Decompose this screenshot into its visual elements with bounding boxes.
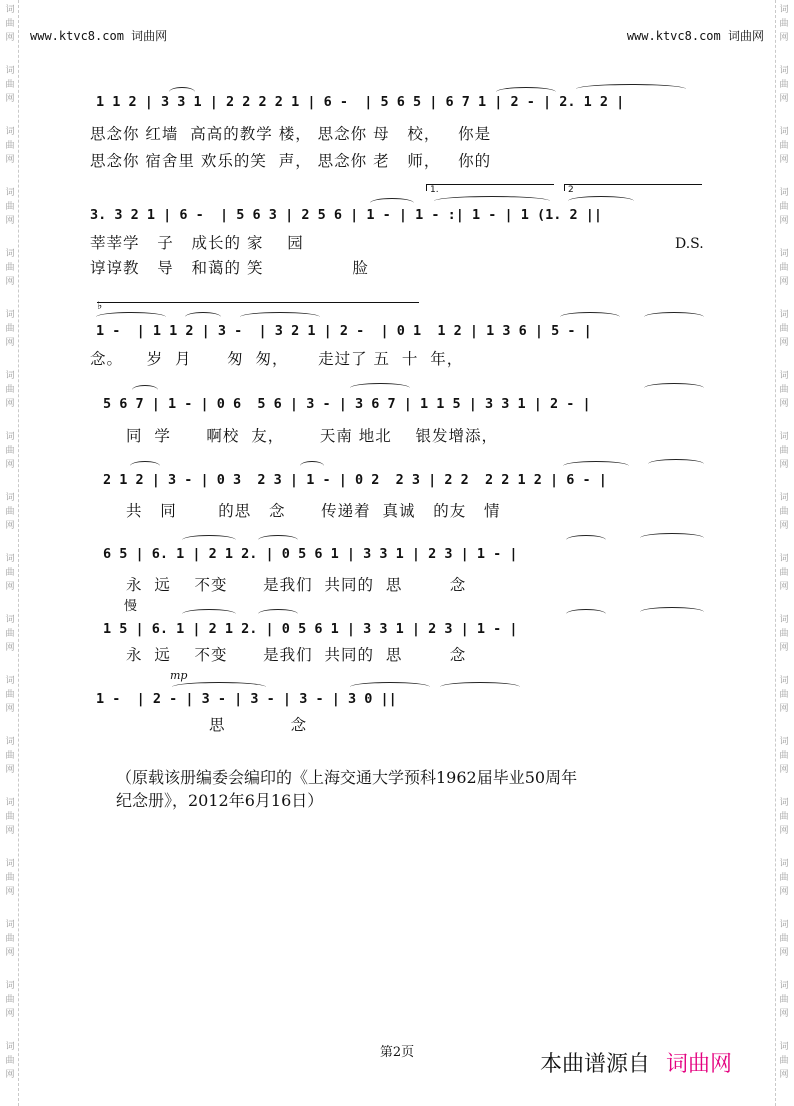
slur	[258, 535, 298, 545]
watermark-glyph: 曲	[5, 568, 15, 578]
header-site-right[interactable]: 词曲网	[727, 29, 764, 43]
page-number: 第2页	[379, 1045, 415, 1060]
watermark-glyph: 词	[779, 310, 789, 320]
watermark-glyph: 词	[5, 737, 15, 747]
watermark-glyph: 曲	[779, 995, 789, 1005]
watermark-glyph: 网	[779, 277, 789, 287]
header-right	[627, 27, 764, 44]
watermark-glyph: 词	[5, 5, 15, 15]
slur	[644, 383, 704, 393]
watermark-glyph: 网	[779, 582, 789, 592]
watermark-glyph: 词	[779, 737, 789, 747]
watermark-glyph: 网	[779, 155, 789, 165]
watermark-glyph: 词	[5, 859, 15, 869]
watermark-glyph: 词	[5, 127, 15, 137]
score-row-6-notes: 6 5 | 6. 1 | 2 1 2. | 0 5 6 1 | 3 3 1 | 2 3 | 1 - |	[103, 546, 518, 562]
slur	[648, 459, 704, 469]
score-row-2-notes: 3. 3 2 1 | 6 - | 5 6 3 | 2 5 6 | 1 - | 1 - :| 1 - | 1 (1. 2 ||	[90, 207, 603, 223]
header-url-left[interactable]: www.ktvc8.com	[30, 29, 124, 43]
score-row-5-lyrics: 共 同 的思 念 传递着 真诚 的友 情	[126, 502, 501, 520]
watermark-glyph: 词	[5, 493, 15, 503]
watermark-glyph: 词	[5, 676, 15, 686]
watermark-glyph: 词	[779, 493, 789, 503]
watermark-glyph: 词	[779, 432, 789, 442]
watermark-glyph: 曲	[779, 568, 789, 578]
watermark-glyph: 网	[779, 704, 789, 714]
slur	[132, 385, 158, 395]
watermark-glyph: 网	[5, 704, 15, 714]
score-row-8-lyrics: 思 念	[126, 716, 308, 734]
header-url-right[interactable]: www.ktvc8.com	[626, 29, 721, 43]
watermark-glyph: 网	[779, 33, 789, 43]
slur	[96, 312, 166, 322]
watermark-glyph: 网	[5, 826, 15, 836]
right-watermark-strip	[775, 0, 792, 1106]
watermark-glyph: 词	[5, 981, 15, 991]
watermark-glyph: 词	[5, 554, 15, 564]
volta-1-label: 1.	[430, 185, 439, 195]
slur	[640, 607, 704, 617]
ds-marking: D.S.	[675, 236, 704, 252]
watermark-glyph: 网	[5, 521, 15, 531]
watermark-glyph: 曲	[5, 812, 15, 822]
watermark-glyph: 曲	[779, 446, 789, 456]
watermark-glyph: 网	[779, 521, 789, 531]
watermark-glyph: 网	[5, 1009, 15, 1019]
watermark-glyph: 曲	[779, 812, 789, 822]
watermark-glyph: 曲	[779, 141, 789, 151]
watermark-glyph: 曲	[5, 141, 15, 151]
score-row-2-lyrics-2: 谆谆教 导 和蔼的 笑 脸	[90, 259, 369, 277]
watermark-glyph: 曲	[779, 80, 789, 90]
source-prefix: 本曲谱源自	[540, 1052, 651, 1077]
source-banner	[540, 1047, 732, 1078]
slur	[566, 535, 606, 545]
score-row-1-lyrics-1: 思念你 红墙 高高的教学 楼， 思念你 母 校， 你是	[90, 125, 492, 143]
watermark-glyph: 词	[779, 554, 789, 564]
slow-marking: 慢	[124, 599, 138, 614]
slur	[350, 383, 410, 393]
watermark-glyph: 曲	[779, 324, 789, 334]
watermark-glyph: 网	[5, 94, 15, 104]
score-row-7-lyrics: 永 远 不变 是我们 共同的 思 念	[126, 646, 467, 664]
watermark-glyph: 网	[5, 399, 15, 409]
watermark-glyph: 词	[779, 371, 789, 381]
slur	[172, 682, 266, 692]
watermark-glyph: 网	[779, 94, 789, 104]
watermark-glyph: 网	[779, 338, 789, 348]
score-row-7-notes: 1 5 | 6. 1 | 2 1 2. | 0 5 6 1 | 3 3 1 | 2 3 | 1 - |	[103, 621, 518, 637]
watermark-glyph: 网	[5, 582, 15, 592]
watermark-glyph: 网	[779, 948, 789, 958]
watermark-glyph: 曲	[5, 507, 15, 517]
slur	[560, 312, 620, 322]
slur	[169, 87, 195, 97]
watermark-glyph: 网	[5, 643, 15, 653]
watermark-glyph: 曲	[5, 324, 15, 334]
score-row-1-notes: 1 1 2 | 3 3 1 | 2 2 2 2 1 | 6 - | 5 6 5 | 6 7 1 | 2 - | 2. 1 2 |	[96, 94, 625, 110]
watermark-glyph: 曲	[779, 934, 789, 944]
watermark-glyph: 网	[5, 216, 15, 226]
watermark-glyph: 词	[779, 920, 789, 930]
watermark-glyph: 曲	[5, 690, 15, 700]
watermark-glyph: 曲	[5, 385, 15, 395]
watermark-glyph: 词	[5, 249, 15, 259]
slur	[185, 312, 221, 322]
watermark-glyph: 网	[5, 460, 15, 470]
score-row-2-lyrics-1: 莘莘学 子 成长的 家 园	[90, 234, 304, 252]
footnote-line-1: （原载该册编委会编印的《上海交通大学预科1962届毕业50周年	[116, 768, 578, 787]
watermark-glyph: 曲	[5, 446, 15, 456]
watermark-glyph: 网	[779, 887, 789, 897]
watermark-glyph: 词	[779, 981, 789, 991]
slur	[240, 312, 320, 322]
watermark-glyph: 词	[5, 432, 15, 442]
watermark-glyph: 曲	[5, 873, 15, 883]
watermark-glyph: 网	[5, 887, 15, 897]
slur	[350, 682, 430, 692]
footnote-line-2: 纪念册》，2012年6月16日）	[116, 791, 324, 810]
slur	[576, 84, 686, 94]
watermark-glyph: 词	[779, 249, 789, 259]
watermark-glyph: 词	[5, 1042, 15, 1052]
score-row-4-lyrics: 同 学 啊校 友， 天南 地北 银发增添，	[126, 427, 498, 445]
watermark-glyph: 网	[5, 765, 15, 775]
score-row-3-lyrics: 念。 岁 月 匆 匆， 走过了 五 十 年，	[90, 350, 464, 368]
watermark-glyph: 曲	[5, 263, 15, 273]
watermark-glyph: 词	[779, 798, 789, 808]
slur	[640, 533, 704, 543]
watermark-glyph: 网	[5, 277, 15, 287]
watermark-glyph: 词	[779, 859, 789, 869]
volta-2-label: 2	[568, 185, 574, 195]
watermark-glyph: 词	[5, 371, 15, 381]
watermark-glyph: 词	[779, 1042, 789, 1052]
watermark-glyph: 词	[779, 127, 789, 137]
watermark-glyph: 词	[779, 5, 789, 15]
watermark-glyph: 网	[5, 1070, 15, 1080]
slur	[182, 609, 236, 619]
watermark-glyph: 网	[5, 948, 15, 958]
watermark-glyph: 词	[779, 676, 789, 686]
watermark-glyph: 词	[5, 798, 15, 808]
slur	[440, 682, 520, 692]
score-row-3-notes: 1 - | 1 1 2 | 3 - | 3 2 1 | 2 - | 0 1 1 2 | 1 3 6 | 5 - |	[96, 323, 592, 339]
watermark-glyph: 词	[779, 615, 789, 625]
slur	[566, 609, 606, 619]
watermark-glyph: 曲	[779, 629, 789, 639]
watermark-glyph: 曲	[779, 873, 789, 883]
watermark-glyph: 曲	[5, 80, 15, 90]
long-slur-row-3	[97, 302, 419, 303]
slur	[370, 198, 414, 208]
score-row-5-notes: 2 1 2 | 3 - | 0 3 2 3 | 1 - | 0 2 2 3 | 2 2 2 2 1 2 | 6 - |	[103, 472, 607, 488]
watermark-glyph: 曲	[5, 995, 15, 1005]
watermark-glyph: 曲	[779, 19, 789, 29]
watermark-glyph: 网	[5, 338, 15, 348]
watermark-glyph: 曲	[779, 385, 789, 395]
watermark-glyph: 词	[779, 66, 789, 76]
watermark-glyph: 词	[5, 310, 15, 320]
watermark-glyph: 曲	[5, 751, 15, 761]
watermark-glyph: 曲	[5, 1056, 15, 1066]
watermark-glyph: 曲	[779, 263, 789, 273]
watermark-glyph: 词	[5, 920, 15, 930]
watermark-glyph: 网	[779, 765, 789, 775]
score-row-8-notes: 1 - | 2 - | 3 - | 3 - | 3 - | 3 0 ||	[96, 691, 397, 707]
slur	[182, 535, 236, 545]
slur	[496, 87, 556, 97]
watermark-glyph: 网	[5, 33, 15, 43]
watermark-glyph: 词	[5, 615, 15, 625]
slur	[434, 196, 550, 206]
volta-2-bracket	[564, 184, 702, 195]
watermark-glyph: 词	[5, 66, 15, 76]
header-left	[30, 27, 167, 44]
volta-1-bracket	[426, 184, 554, 195]
watermark-glyph: 曲	[779, 202, 789, 212]
watermark-glyph: 曲	[779, 1056, 789, 1066]
score-row-4-notes: 5 6 7 | 1 - | 0 6 5 6 | 3 - | 3 6 7 | 1 1 5 | 3 3 1 | 2 - |	[103, 396, 591, 412]
slur	[258, 609, 298, 619]
watermark-glyph: 词	[5, 188, 15, 198]
left-watermark-strip	[2, 0, 19, 1106]
watermark-glyph: 曲	[779, 690, 789, 700]
flat-sign: ♭	[97, 299, 103, 312]
watermark-glyph: 词	[779, 188, 789, 198]
watermark-glyph: 网	[779, 1070, 789, 1080]
slur	[644, 312, 704, 322]
watermark-glyph: 曲	[5, 934, 15, 944]
watermark-glyph: 网	[779, 643, 789, 653]
mp-dynamic: mp	[170, 669, 188, 682]
watermark-glyph: 网	[779, 399, 789, 409]
watermark-glyph: 曲	[5, 19, 15, 29]
watermark-glyph: 网	[779, 460, 789, 470]
watermark-glyph: 网	[5, 155, 15, 165]
watermark-glyph: 网	[779, 216, 789, 226]
source-brand-link[interactable]: 词曲网	[666, 1052, 733, 1077]
watermark-glyph: 曲	[5, 629, 15, 639]
watermark-glyph: 曲	[779, 507, 789, 517]
slur	[563, 461, 629, 471]
watermark-glyph: 网	[779, 826, 789, 836]
watermark-glyph: 网	[779, 1009, 789, 1019]
watermark-glyph: 曲	[779, 751, 789, 761]
watermark-glyph: 曲	[5, 202, 15, 212]
slur	[300, 461, 324, 471]
score-row-6-lyrics: 永 远 不变 是我们 共同的 思 念	[126, 576, 467, 594]
slur	[568, 196, 634, 206]
score-row-1-lyrics-2: 思念你 宿舍里 欢乐的笑 声， 思念你 老 师， 你的	[90, 152, 492, 170]
header-site-left[interactable]: 词曲网	[131, 29, 168, 43]
slur	[130, 461, 160, 471]
